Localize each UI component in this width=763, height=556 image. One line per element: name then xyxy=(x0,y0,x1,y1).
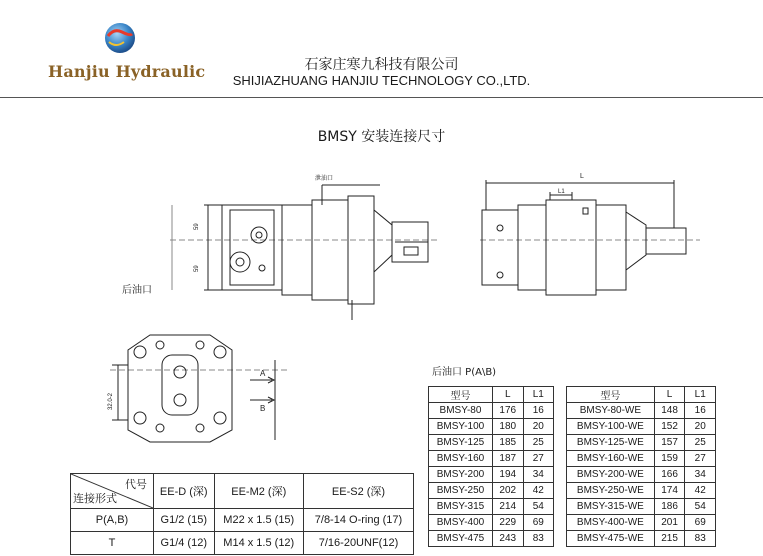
model-cell: BMSY-200-WE xyxy=(567,467,655,483)
column-header: EE-S2 (深) xyxy=(303,474,413,509)
model-cell: BMSY-125 xyxy=(429,435,493,451)
table-row xyxy=(429,515,554,531)
column-header: L xyxy=(492,387,523,403)
motor-side-view xyxy=(170,185,440,320)
table-cell: 214 xyxy=(492,499,523,515)
ports-caption: 后油口 P(A\B) xyxy=(432,367,497,378)
arrow-A-label: A xyxy=(260,369,266,378)
table-row xyxy=(429,419,554,435)
table-cell: 159 xyxy=(654,451,685,467)
model-cell: BMSY-250-WE xyxy=(567,483,655,499)
table-row xyxy=(429,467,554,483)
table-cell: 7/8-14 O-ring (17) xyxy=(303,509,413,532)
table-cell: G1/2 (15) xyxy=(154,509,215,532)
rear-port-label: 后油口 xyxy=(122,285,152,296)
model-cell: BMSY-475-WE xyxy=(567,531,655,547)
table-cell: 185 xyxy=(492,435,523,451)
dim-L-label: L xyxy=(580,173,584,180)
table-cell: 202 xyxy=(492,483,523,499)
company-name-en: SHIJIAZHUANG HANJIU TECHNOLOGY CO.,LTD. xyxy=(232,73,531,88)
company-name-cn: 石家庄寒九科技有限公司 xyxy=(304,57,459,73)
company-logo xyxy=(100,18,140,58)
row-name: P(A,B) xyxy=(71,509,154,532)
table-cell: 174 xyxy=(654,483,685,499)
table-cell: 27 xyxy=(685,451,716,467)
table-cell: 229 xyxy=(492,515,523,531)
table-row xyxy=(567,451,716,467)
header-code: 代号 xyxy=(125,479,147,491)
column-header: 型号 xyxy=(429,387,493,403)
model-cell: BMSY-250 xyxy=(429,483,493,499)
table-cell: 16 xyxy=(523,403,553,419)
column-header: L1 xyxy=(685,387,716,403)
page-title: BMSY 安装连接尺寸 xyxy=(317,129,446,145)
dim-L1-label: L1 xyxy=(558,189,565,195)
table-cell: 180 xyxy=(492,419,523,435)
model-cell: BMSY-315 xyxy=(429,499,493,515)
table-row xyxy=(429,403,554,419)
table-cell: 25 xyxy=(685,435,716,451)
table-cell: 20 xyxy=(523,419,553,435)
model-cell: BMSY-80-WE xyxy=(567,403,655,419)
row-name: T xyxy=(71,532,154,555)
table-cell: 243 xyxy=(492,531,523,547)
motor-top-view xyxy=(480,180,700,295)
dim-vertical-label: 32.0-2 xyxy=(108,392,114,410)
table-cell: 42 xyxy=(523,483,553,499)
table-cell: 83 xyxy=(685,531,716,547)
table-cell: 34 xyxy=(685,467,716,483)
dim-59-top: 59 xyxy=(194,223,200,230)
table-cell: 54 xyxy=(685,499,716,515)
model-cell: BMSY-315-WE xyxy=(567,499,655,515)
table-cell: M14 x 1.5 (12) xyxy=(214,532,303,555)
column-header: EE-D (深) xyxy=(154,474,215,509)
model-cell: BMSY-100 xyxy=(429,419,493,435)
table-row xyxy=(567,467,716,483)
model-cell: BMSY-100-WE xyxy=(567,419,655,435)
table-row xyxy=(429,499,554,515)
table-row xyxy=(567,419,716,435)
table-cell: 34 xyxy=(523,467,553,483)
model-cell: BMSY-200 xyxy=(429,467,493,483)
brand-name: Hanjiu Hydraulic xyxy=(48,62,206,81)
table-row xyxy=(429,483,554,499)
size-table-standard xyxy=(428,386,554,547)
table-row xyxy=(567,499,716,515)
table-row xyxy=(567,483,716,499)
dim-59-bottom: 59 xyxy=(194,265,200,272)
table-row xyxy=(429,435,554,451)
table-cell: 152 xyxy=(654,419,685,435)
table-cell: 83 xyxy=(523,531,553,547)
motor-port-face-view xyxy=(110,335,290,442)
table-cell: G1/4 (12) xyxy=(154,532,215,555)
table-cell: 187 xyxy=(492,451,523,467)
model-cell: BMSY-475 xyxy=(429,531,493,547)
size-table-we xyxy=(566,386,716,547)
table-cell: 7/16-20UNF(12) xyxy=(303,532,413,555)
table-cell: 69 xyxy=(685,515,716,531)
table-row xyxy=(71,509,414,532)
header-connection-type: 连接形式 xyxy=(73,493,117,505)
table-row xyxy=(567,435,716,451)
column-header: 型号 xyxy=(567,387,655,403)
table-cell: 157 xyxy=(654,435,685,451)
connection-table-corner xyxy=(71,474,154,509)
model-cell: BMSY-160-WE xyxy=(567,451,655,467)
table-cell: 176 xyxy=(492,403,523,419)
table-cell: 42 xyxy=(685,483,716,499)
table-cell: 148 xyxy=(654,403,685,419)
model-cell: BMSY-160 xyxy=(429,451,493,467)
table-cell: 166 xyxy=(654,467,685,483)
table-cell: 201 xyxy=(654,515,685,531)
connection-table xyxy=(70,473,414,555)
model-cell: BMSY-400-WE xyxy=(567,515,655,531)
table-row xyxy=(567,403,716,419)
leak-port-label: 泄油口 xyxy=(315,176,334,182)
table-row xyxy=(567,531,716,547)
table-row xyxy=(429,451,554,467)
table-row xyxy=(567,515,716,531)
table-row xyxy=(71,532,414,555)
column-header: L1 xyxy=(523,387,553,403)
model-cell: BMSY-80 xyxy=(429,403,493,419)
model-cell: BMSY-400 xyxy=(429,515,493,531)
arrow-B-label: B xyxy=(260,404,266,413)
column-header: EE-M2 (深) xyxy=(214,474,303,509)
table-row xyxy=(429,531,554,547)
table-cell: 215 xyxy=(654,531,685,547)
table-cell: 186 xyxy=(654,499,685,515)
table-cell: M22 x 1.5 (15) xyxy=(214,509,303,532)
column-header: L xyxy=(654,387,685,403)
header-divider xyxy=(0,97,763,98)
table-cell: 27 xyxy=(523,451,553,467)
table-cell: 194 xyxy=(492,467,523,483)
table-cell: 20 xyxy=(685,419,716,435)
table-cell: 25 xyxy=(523,435,553,451)
model-cell: BMSY-125-WE xyxy=(567,435,655,451)
table-cell: 16 xyxy=(685,403,716,419)
table-cell: 54 xyxy=(523,499,553,515)
table-cell: 69 xyxy=(523,515,553,531)
